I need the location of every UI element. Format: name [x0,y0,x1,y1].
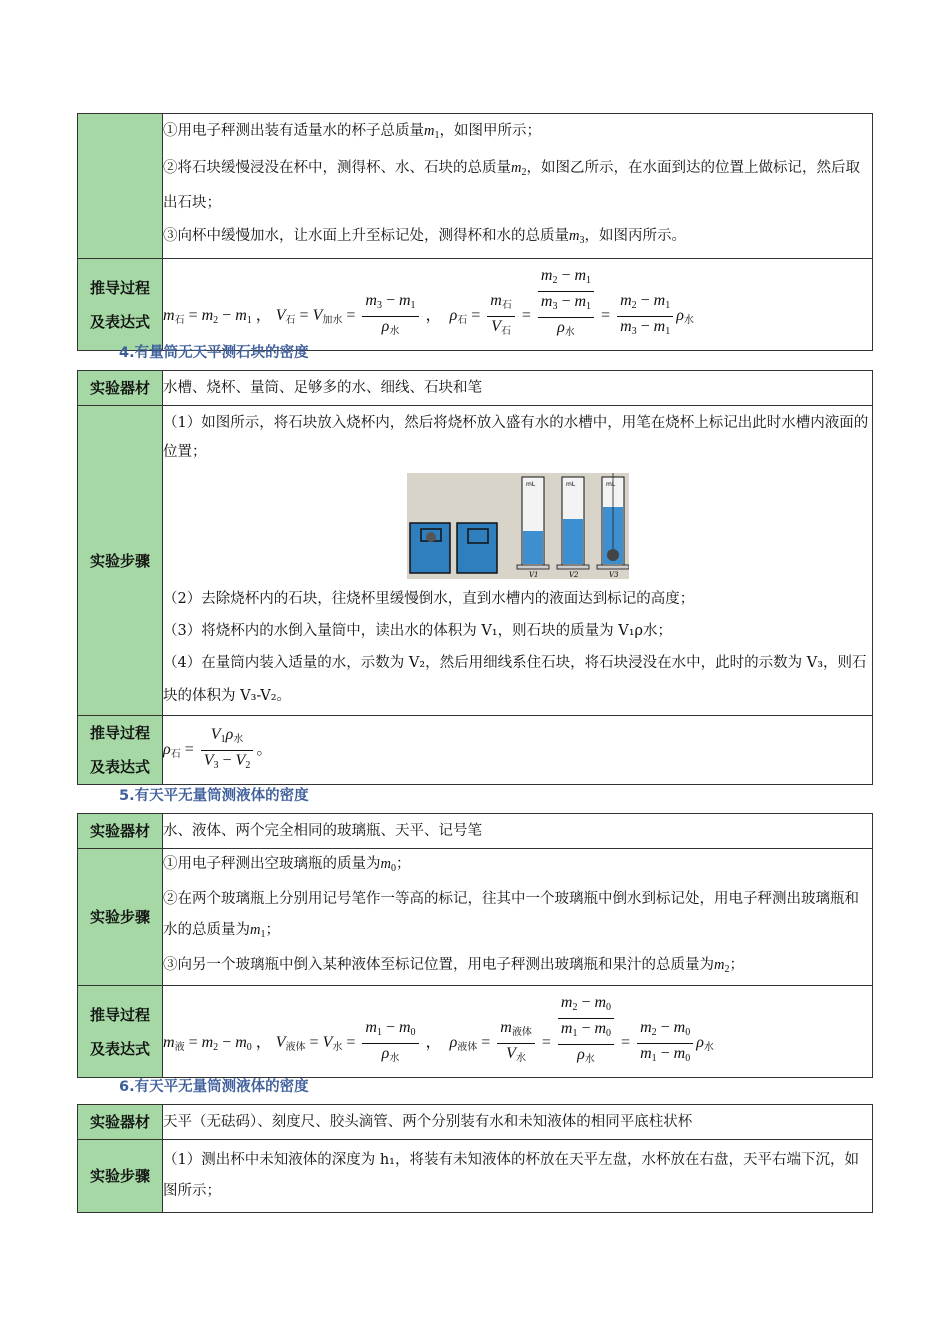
equip-cell: 水、液体、两个完全相同的玻璃瓶、天平、记号笔 [163,814,873,849]
section-title-6: 6.有天平无量筒测液体的密度 [119,1079,309,1095]
equip-label: 实验器材 [78,814,163,849]
step-1: （1）如图所示，将石块放入烧杯内，然后将烧杯放入盛有水的水槽中，用笔在烧杯上标记出此时水槽内液面的位置； [163,414,869,460]
fig-label-v2: V2 [568,570,579,579]
formula-1: $m_石 = m_2 - m_1$ ， $V_石 = V_{加水}$ = $\frac{m_3 - m_1}{\rho_水}$ ， $\rho_石$ = $\frac{m_石}{V_石}$ = $m_2 - m_1$ $m_3 - m_1$ $\rho_水$ = $\frac{m_2 - m_1}{m_3 - m_1}$ $\rho_水$ [163,267,694,338]
table-density-method-5 [77,813,873,1078]
derive-label: 推导过程及表达式 [78,716,163,785]
steps-cell: （1）测出杯中未知液体的深度为 h₁，将装有未知液体的杯放在天平左盘，水杯放在右盘，天平右端下沉，如图所示； [163,1140,873,1213]
fig-label-ml-3: mL [605,480,615,488]
step-4: （4）在量筒内装入适量的水，示数为 V₂，然后用细线系住石块，将石块浸没在水中，此时的示数为 V₃，则石块的体积为 V₃-V₂。 [163,654,867,704]
derive-label: 推导过程及表达式 [78,259,163,351]
formula-cell [163,716,873,785]
fig-label-v1: V1 [528,570,539,579]
step-3: （3）将烧杯内的水倒入量筒中，读出水的体积为 V₁，则石块的质量为 V₁ρ水； [163,622,673,639]
experiment-figure [407,473,629,579]
fig-label-ml-1: mL [525,480,535,488]
table-density-method-6 [77,1104,873,1213]
equip-label: 实验器材 [78,371,163,406]
equip-label: 实验器材 [78,1105,163,1140]
steps-cell [163,406,873,716]
steps-cell [163,849,873,986]
derive-label: 推导过程及表达式 [78,986,163,1078]
table-density-method-3 [77,113,873,351]
formula-2: $\rho_石$ = $\frac{V_1\rho_水}{V_3 - V_2}$ 。 [163,725,273,771]
equip-cell: 水槽、烧杯、量筒、足够多的水、细线、石块和笔 [163,371,873,406]
section-title-5: 5.有天平无量筒测液体的密度 [119,788,309,804]
step-1: ①用电子秤测出装有适量水的杯子总质量$m_1$，如图甲所示； [163,123,541,141]
formula-3: $m_液 = m_2 - m_0$ ， $V_{液体} = V_水$ = $\frac{m_1 - m_0}{\rho_水}$ ， $\rho_{液体}$ = $\frac{m_{液体}}{V_水}$ = $m_2 - m_0$ $m_1 - m_0$ $\rho_水$ = $\frac{m_2 - m_0}{m_1 - m_0}$ $\rho_水$ [163,994,714,1065]
steps-label: 实验步骤 [78,1140,163,1213]
step-1: ①用电子秤测出空玻璃瓶的质量为$m_0$； [163,856,411,874]
formula-cell [163,259,873,351]
step-3: ③向杯中缓慢加水，让水面上升至标记处，测得杯和水的总质量$m_3$，如图丙所示。 [163,228,686,246]
section-title-4: 4.有量筒无天平测石块的密度 [119,345,309,361]
fig-label-ml-2: mL [565,480,575,488]
step-3: ③向另一个玻璃瓶中倒入某种液体至标记位置，用电子秤测出玻璃瓶和果汁的总质量为$m_2$； [163,957,744,975]
step-2: （2）去除烧杯内的石块，往烧杯里缓慢倒水，直到水槽内的液面达到标记的高度； [163,590,695,607]
steps-label: 实验步骤 [78,406,163,716]
steps-cell [163,114,873,259]
steps-label: 实验步骤 [78,849,163,986]
formula-cell [163,986,873,1078]
step-2: ②在两个玻璃瓶上分别用记号笔作一等高的标记，往其中一个玻璃瓶中倒水到标记处，用电子秤测出玻璃瓶和水的总质量为$m_1$； [163,891,859,940]
step-2: ②将石块缓慢浸没在杯中，测得杯、水、石块的总质量$m_2$，如图乙所示，在水面到达的位置上做标记，然后取出石块； [163,160,860,211]
table-density-method-4 [77,370,873,785]
equip-cell: 天平（无砝码）、刻度尺、胶头滴管、两个分别装有水和未知液体的相同平底柱状杯 [163,1105,873,1140]
fig-label-v3: V3 [608,570,619,579]
steps-label-cell [78,114,163,259]
